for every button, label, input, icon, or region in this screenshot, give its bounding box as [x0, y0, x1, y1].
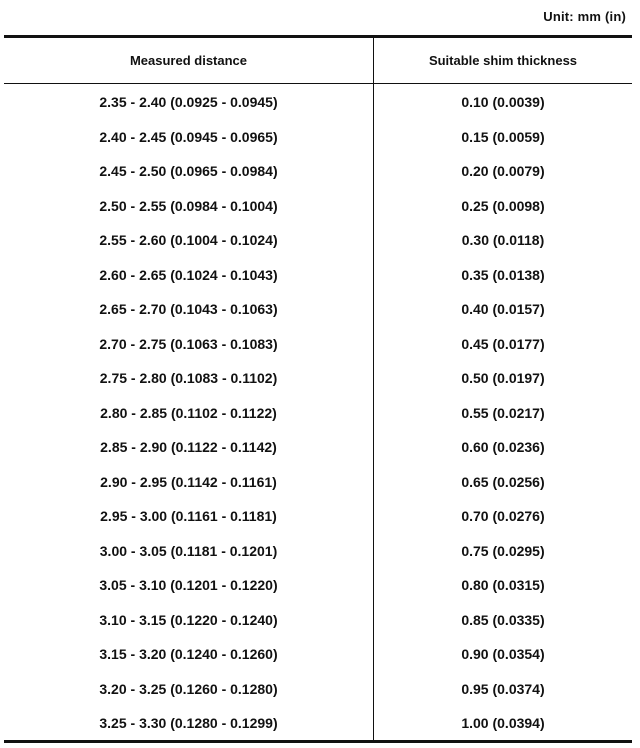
table-row	[4, 539, 632, 574]
table-row	[4, 159, 632, 194]
table-row	[4, 366, 632, 401]
measured-distance-cell: 2.40 - 2.45 (0.0945 - 0.0965)	[99, 128, 278, 145]
table-header	[4, 38, 632, 83]
measured-distance-cell: 2.85 - 2.90 (0.1122 - 0.1142)	[100, 439, 277, 455]
shim-thickness-cell: 0.25 (0.0098)	[461, 197, 545, 214]
measured-distance-cell: 3.10 - 3.15 (0.1220 - 0.1240)	[99, 611, 278, 628]
measured-distance-cell: 2.50 - 2.55 (0.0984 - 0.1004)	[99, 197, 278, 214]
measured-distance-cell: 3.15 - 3.20 (0.1240 - 0.1260)	[99, 646, 278, 662]
measured-distance-cell: 3.20 - 3.25 (0.1260 - 0.1280)	[99, 680, 278, 697]
table-row	[4, 297, 632, 332]
shim-thickness-cell: 0.15 (0.0059)	[461, 128, 545, 145]
measured-distance-cell: 3.00 - 3.05 (0.1181 - 0.1201)	[99, 542, 278, 559]
shim-thickness-cell: 0.30 (0.0118)	[461, 232, 545, 248]
shim-thickness-cell: 0.80 (0.0315)	[461, 577, 545, 593]
table-row	[4, 573, 632, 608]
shim-thickness-cell: 1.00 (0.0394)	[461, 715, 545, 731]
measured-distance-cell: 2.70 - 2.75 (0.1063 - 0.1083)	[99, 335, 278, 352]
shim-thickness-cell: 0.50 (0.0197)	[461, 370, 545, 386]
shim-thickness-cell: 0.70 (0.0276)	[461, 508, 545, 524]
shim-thickness-cell: 0.10 (0.0039)	[461, 94, 545, 110]
shim-thickness-cell: 0.60 (0.0236)	[461, 439, 545, 455]
shim-thickness-cell: 0.90 (0.0354)	[461, 646, 545, 662]
shim-thickness-cell: 0.65 (0.0256)	[461, 473, 545, 490]
unit-caption: Unit: mm (in)	[543, 9, 626, 24]
shim-thickness-cell: 0.85 (0.0335)	[461, 611, 545, 628]
table-row	[4, 677, 632, 712]
table-row	[4, 125, 632, 160]
measured-distance-cell: 2.80 - 2.85 (0.1102 - 0.1122)	[100, 404, 277, 421]
shim-thickness-cell: 0.35 (0.0138)	[461, 266, 545, 283]
measured-distance-cell: 2.75 - 2.80 (0.1083 - 0.1102)	[99, 370, 278, 386]
table-row	[4, 332, 632, 367]
measured-distance-cell: 3.25 - 3.30 (0.1280 - 0.1299)	[99, 715, 278, 731]
table-row	[4, 90, 632, 125]
shim-thickness-cell: 0.45 (0.0177)	[461, 335, 545, 352]
shim-thickness-cell: 0.55 (0.0217)	[461, 404, 545, 421]
measured-distance-cell: 2.55 - 2.60 (0.1004 - 0.1024)	[99, 232, 278, 248]
table-row	[4, 263, 632, 298]
measured-distance-cell: 2.60 - 2.65 (0.1024 - 0.1043)	[99, 266, 278, 283]
measured-distance-cell: 2.35 - 2.40 (0.0925 - 0.0945)	[99, 94, 278, 110]
table-row	[4, 642, 632, 677]
measured-distance-cell: 3.05 - 3.10 (0.1201 - 0.1220)	[99, 577, 278, 593]
table-row	[4, 711, 632, 746]
measured-distance-cell: 2.65 - 2.70 (0.1043 - 0.1063)	[99, 301, 278, 317]
shim-thickness-cell: 0.20 (0.0079)	[461, 163, 545, 179]
shim-thickness-cell: 0.95 (0.0374)	[461, 680, 545, 697]
table-body	[4, 90, 632, 746]
table-row	[4, 608, 632, 643]
table-row	[4, 401, 632, 436]
measured-distance-cell: 2.45 - 2.50 (0.0965 - 0.0984)	[99, 163, 278, 179]
shim-thickness-cell: 0.75 (0.0295)	[461, 542, 545, 559]
table-row	[4, 228, 632, 263]
table-row	[4, 435, 632, 470]
table-row	[4, 194, 632, 229]
measured-distance-cell: 2.90 - 2.95 (0.1142 - 0.1161)	[100, 473, 277, 490]
header-suitable-shim-thickness: Suitable shim thickness	[428, 53, 578, 68]
measured-distance-cell: 2.95 - 3.00 (0.1161 - 0.1181)	[100, 508, 277, 524]
header-divider-rule	[4, 83, 632, 84]
table-row	[4, 470, 632, 505]
table-row	[4, 504, 632, 539]
shim-thickness-cell: 0.40 (0.0157)	[461, 301, 545, 317]
header-measured-distance: Measured distance	[129, 53, 248, 68]
